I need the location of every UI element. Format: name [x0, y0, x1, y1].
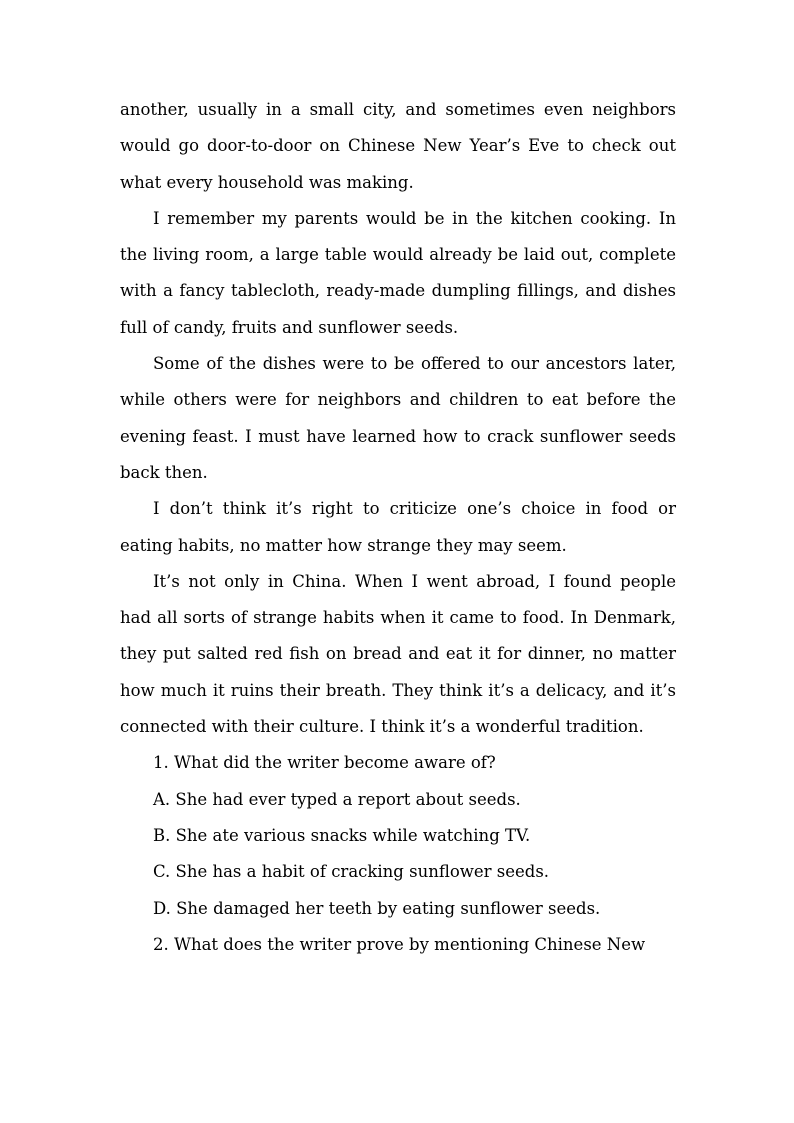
passage-paragraph: Some of the dishes were to be offered to our ancestors later, while others were for neighbors and children to eat before the evening feast. I must have learned how to crack sunflower seeds back then. [120, 354, 676, 482]
question-1-option-c: C. She has a habit of cracking sunflower seeds. [153, 862, 550, 882]
question-2-stem: 2. What does the writer prove by mentioning Chinese New [153, 934, 646, 954]
document-body [120, 92, 676, 963]
passage-paragraph: another, usually in a small city, and sometimes even neighbors would go door-to-door on Chinese New Year’s Eve to check out what every household was making. [120, 100, 676, 192]
question-1-stem: 1. What did the writer become aware of? [153, 753, 496, 773]
question-1-option-a: A. She had ever typed a report about seeds. [153, 789, 521, 809]
question-1-option-d: D. She damaged her teeth by eating sunflower seeds. [153, 898, 601, 918]
passage-paragraph: I don’t think it’s right to criticize one’s choice in food or eating habits, no matter how strange they may seem. [120, 499, 676, 555]
passage-paragraph: I remember my parents would be in the kitchen cooking. In the living room, a large table would already be laid out, complete with a fancy tablecloth, ready-made dumpling fillings, and dishes full of candy, fruits and sunflower seeds. [120, 208, 676, 337]
question-1-option-b: B. She ate various snacks while watching TV. [153, 825, 531, 845]
passage-paragraph: It’s not only in China. When I went abroad, I found people had all sorts of strange habits when it came to food. In Denmark, they put salted red fish on bread and eat it for dinner, no matter how much it ruins their breath. They think it’s a delicacy, and it’s connected with their culture. I think it’s a wonderful tradition. [120, 571, 676, 737]
